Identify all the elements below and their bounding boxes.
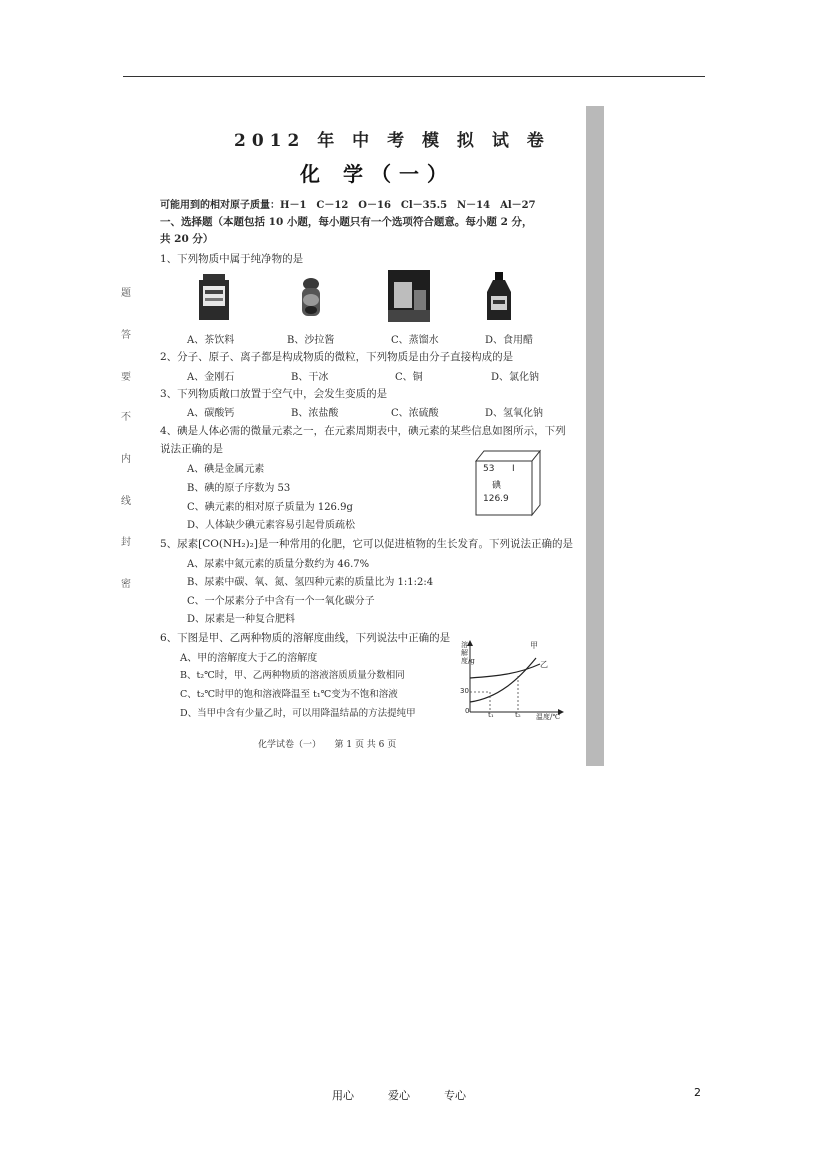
distilled-water-image <box>388 270 430 322</box>
question-6-option-c: C、t₂℃时甲的饱和溶液降温至 t₁℃变为不饱和溶液 <box>180 689 398 700</box>
question-6-option-b: B、t₂℃时，甲、乙两种物质的溶液溶质质量分数相同 <box>180 670 405 681</box>
margin-char: 线 <box>121 496 131 507</box>
page-number: 2 <box>694 1086 701 1099</box>
graph-y-label: 溶解度/g <box>461 641 475 665</box>
exam-page-footer: 化学试卷（一） 第 1 页 共 6 页 <box>258 740 397 750</box>
question-3-option-a: A、碳酸钙 <box>187 408 235 419</box>
graph-x-label: 温度/℃ <box>536 713 561 721</box>
question-1-option-d: D、食用醋 <box>485 335 534 346</box>
margin-char: 不 <box>121 412 131 423</box>
question-2-stem: 2、分子、原子、离子都是构成物质的微粒，下列物质是由分子直接构成的是 <box>160 351 514 363</box>
question-1-option-a: A、茶饮料 <box>187 335 235 346</box>
question-2-option-b: B、干冰 <box>291 372 329 383</box>
question-3-option-d: D、氢氧化钠 <box>485 408 544 419</box>
margin-char: 要 <box>121 372 131 383</box>
exam-subtitle: 化 学（一） <box>300 162 455 186</box>
margin-char: 题 <box>121 288 131 299</box>
graph-origin: 0 <box>465 707 470 715</box>
question-5-option-b: B、尿素中碳、氧、氮、氢四种元素的质量比为 1:1:2:4 <box>187 577 434 588</box>
element-name: 碘 <box>492 481 502 491</box>
curve-jia <box>470 658 536 702</box>
element-symbol: I <box>512 464 515 474</box>
header-rule <box>123 76 705 77</box>
graph-series-jia: 甲 <box>530 641 538 650</box>
question-3-option-c: C、浓硫酸 <box>391 408 439 419</box>
iodine-element-box <box>470 447 550 519</box>
question-3-stem: 3、下列物质敞口放置于空气中，会发生变质的是 <box>160 388 388 400</box>
salad-dressing-image <box>296 276 326 320</box>
footer-item: 爱心 <box>388 1089 410 1102</box>
margin-char: 密 <box>121 579 131 590</box>
question-2-option-c: C、铜 <box>395 372 423 383</box>
question-4-option-b: B、碘的原子序数为 53 <box>187 483 291 494</box>
margin-char: 答 <box>121 330 131 341</box>
element-mass: 126.9 <box>483 494 509 504</box>
vinegar-image <box>484 272 514 322</box>
question-1-option-c: C、蒸馏水 <box>391 335 439 346</box>
question-2-option-a: A、金刚石 <box>187 372 235 383</box>
tea-drink-image <box>195 272 235 322</box>
margin-char: 内 <box>121 454 131 465</box>
graph-x-tick-t1: t₁ <box>488 711 494 719</box>
question-3-option-b: B、浓盐酸 <box>291 408 339 419</box>
section-heading-line2: 共 20 分） <box>160 233 214 245</box>
question-5-option-c: C、一个尿素分子中含有一个一氧化碳分子 <box>187 596 375 607</box>
question-6-option-d: D、当甲中含有少量乙时，可以用降温结晶的方法提纯甲 <box>180 708 416 719</box>
atomic-masses: 可能用到的相对原子质量：H－1 C－12 O－16 Cl－35.5 N－14 Al－27 <box>160 200 536 211</box>
question-5-stem: 5、尿素[CO(NH₂)₂]是一种常用的化肥，它可以促进植物的生长发育。下列说法正确的是 <box>160 538 573 550</box>
graph-y-tick: 30 <box>460 687 469 695</box>
question-6-stem: 6、下图是甲、乙两种物质的溶解度曲线，下列说法中正确的是 <box>160 632 451 644</box>
solubility-curve-graph <box>458 640 570 722</box>
margin-char: 封 <box>121 537 131 548</box>
question-1-stem: 1、下列物质中属于纯净物的是 <box>160 253 304 265</box>
question-4-stem-line2: 说法正确的是 <box>160 443 223 455</box>
scan-edge-bar <box>586 106 604 766</box>
question-2-option-d: D、氯化钠 <box>491 372 540 383</box>
element-number: 53 <box>483 464 495 474</box>
graph-x-tick-t2: t₂ <box>515 711 521 719</box>
footer-item: 用心 <box>332 1089 354 1102</box>
question-4-stem-line1: 4、碘是人体必需的微量元素之一，在元素周期表中，碘元素的某些信息如图所示，下列 <box>160 425 566 437</box>
exam-title: 2012 年 中 考 模 拟 试 卷 <box>234 131 550 151</box>
question-5-option-d: D、尿素是一种复合肥料 <box>187 614 296 625</box>
section-heading-line1: 一、选择题（本题包括 10 小题，每小题只有一个选项符合题意。每小题 2 分， <box>160 216 533 228</box>
question-6-option-a: A、甲的溶解度大于乙的溶解度 <box>180 653 318 664</box>
question-4-option-a: A、碘是金属元素 <box>187 464 265 475</box>
footer-item: 专心 <box>444 1089 466 1102</box>
question-4-option-c: C、碘元素的相对原子质量为 126.9g <box>187 502 353 513</box>
question-5-option-a: A、尿素中氮元素的质量分数约为 46.7% <box>187 559 370 570</box>
graph-series-yi: 乙 <box>540 660 548 669</box>
question-4-option-d: D、人体缺少碘元素容易引起骨质疏松 <box>187 520 356 531</box>
question-1-option-b: B、沙拉酱 <box>287 335 335 346</box>
